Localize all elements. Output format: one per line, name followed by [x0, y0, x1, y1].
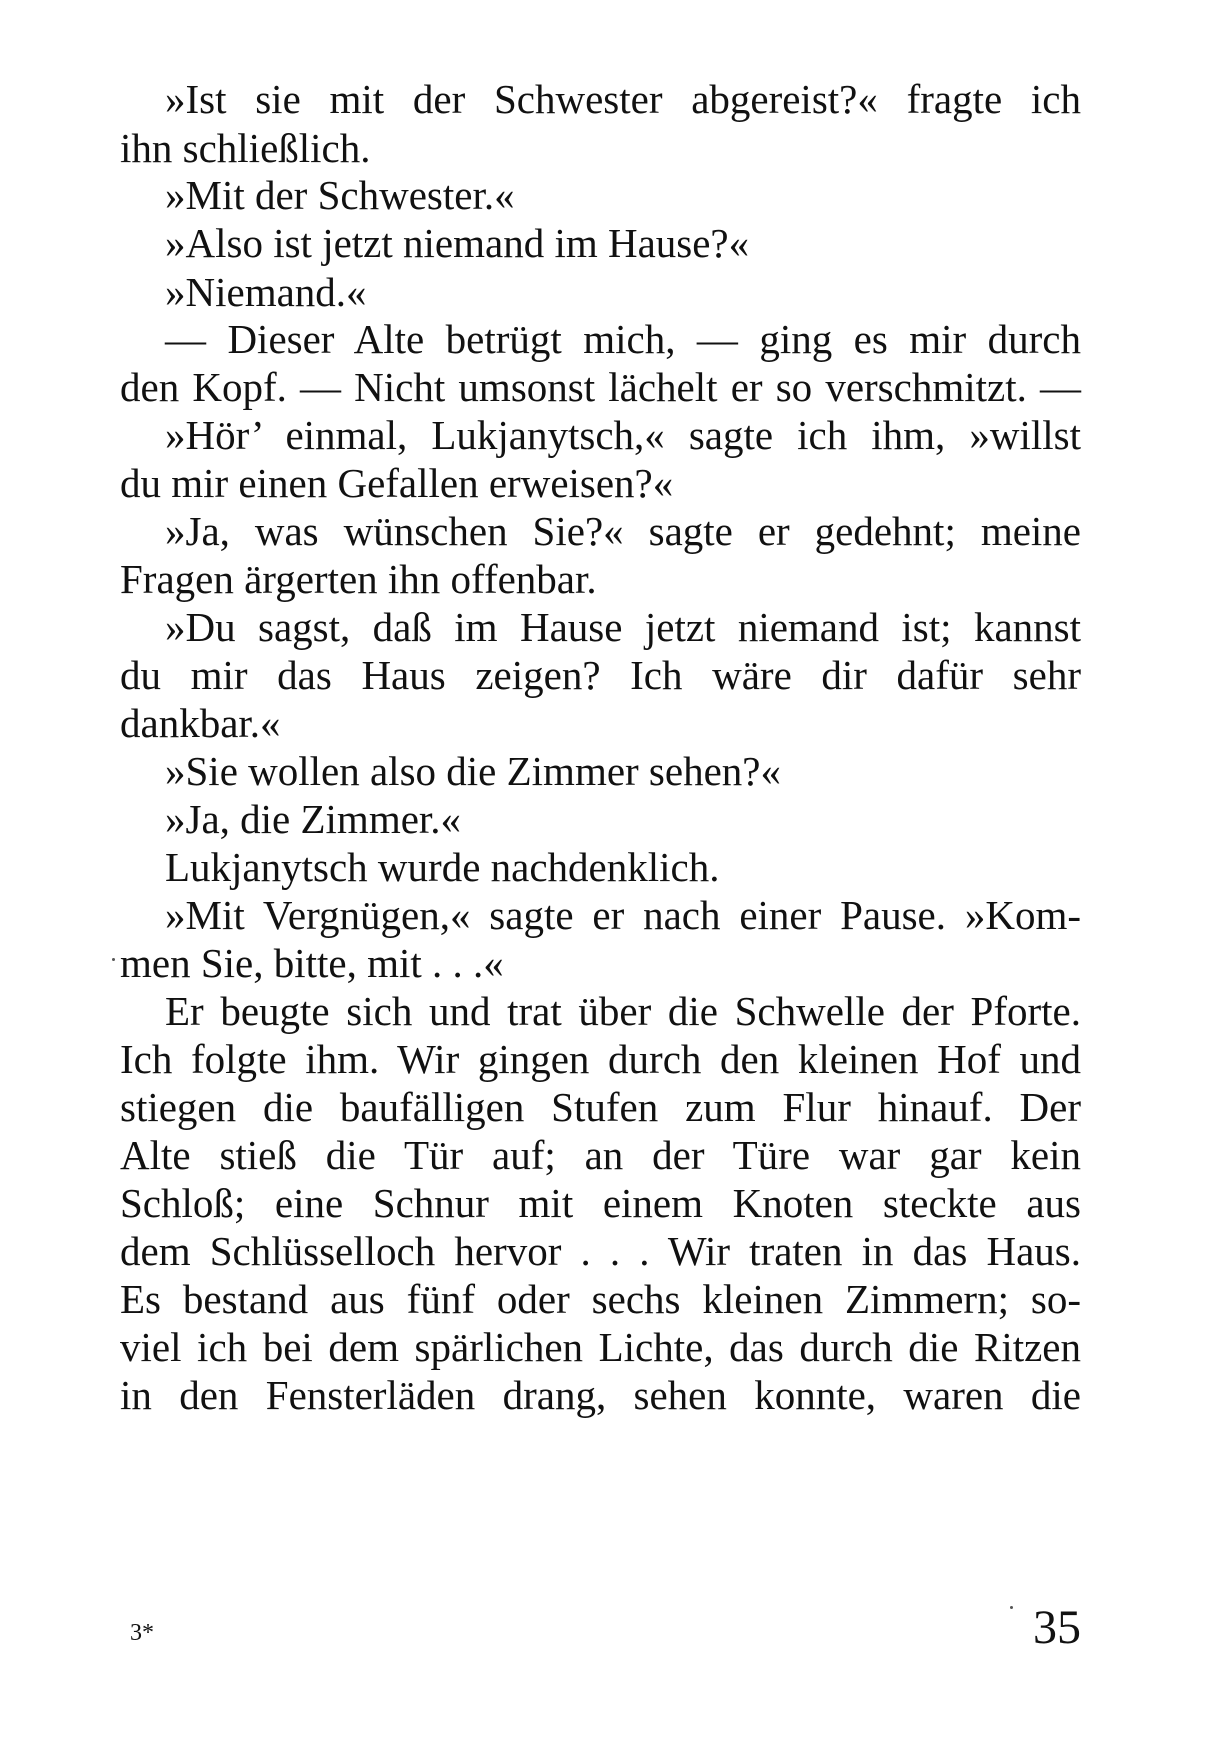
text-line: »Mit der Schwester.«	[165, 172, 515, 218]
text-line: du mir einen Gefallen erweisen?«	[120, 460, 674, 506]
text-line: Alte stieß die Tür auf; an der Türe war gar kein	[120, 1132, 1081, 1178]
text-line: den Kopf. — Nicht umsonst lächelt er so verschmitzt. —	[120, 364, 1081, 410]
signature-mark: 3*	[130, 1620, 154, 1646]
text-line: Fragen ärgerten ihn offenbar.	[120, 556, 597, 602]
text-line: »Hör’ einmal, Lukjanytsch,« sagte ich ihm, »willst	[165, 412, 1081, 458]
text-line: »Ja, was wünschen Sie?« sagte er gedehnt; meine	[165, 508, 1081, 554]
text-line: — Dieser Alte betrügt mich, — ging es mir durch	[165, 316, 1081, 362]
text-line: dankbar.«	[120, 700, 281, 746]
text-line: Er beugte sich und trat über die Schwelle der Pforte.	[165, 988, 1081, 1034]
text-line: Ich folgte ihm. Wir gingen durch den kleinen Hof und	[120, 1036, 1081, 1082]
scan-speck	[112, 958, 115, 961]
text-line: »Ja, die Zimmer.«	[165, 796, 462, 842]
text-line: »Also ist jetzt niemand im Hause?«	[165, 220, 750, 266]
text-line: »Niemand.«	[165, 269, 367, 315]
text-line: Schloß; eine Schnur mit einem Knoten steckte aus	[120, 1180, 1081, 1226]
text-line: »Du sagst, daß im Hause jetzt niemand ist; kannst	[165, 604, 1081, 650]
text-line: in den Fensterläden drang, sehen konnte, waren die	[120, 1372, 1081, 1418]
text-line: stiegen die baufälligen Stufen zum Flur hinauf. Der	[120, 1084, 1081, 1130]
text-line: viel ich bei dem spärlichen Lichte, das durch die Ritzen	[120, 1324, 1081, 1370]
text-line: men Sie, bitte, mit . . .«	[120, 940, 504, 986]
page-number: 35	[1033, 1601, 1081, 1654]
text-line: Lukjanytsch wurde nachdenklich.	[165, 844, 720, 890]
text-line: »Sie wollen also die Zimmer sehen?«	[165, 748, 781, 794]
text-line: Es bestand aus fünf oder sechs kleinen Zimmern; so-	[120, 1276, 1081, 1322]
scan-speck	[1010, 1606, 1013, 1609]
text-line: »Ist sie mit der Schwester abgereist?« fragte ich	[165, 76, 1081, 122]
text-line: du mir das Haus zeigen? Ich wäre dir dafür sehr	[120, 652, 1081, 698]
text-line: »Mit Vergnügen,« sagte er nach einer Pause. »Kom-	[165, 892, 1081, 938]
text-line: ihn schließlich.	[120, 125, 371, 171]
text-line: dem Schlüsselloch hervor . . . Wir traten in das Haus.	[120, 1228, 1081, 1274]
